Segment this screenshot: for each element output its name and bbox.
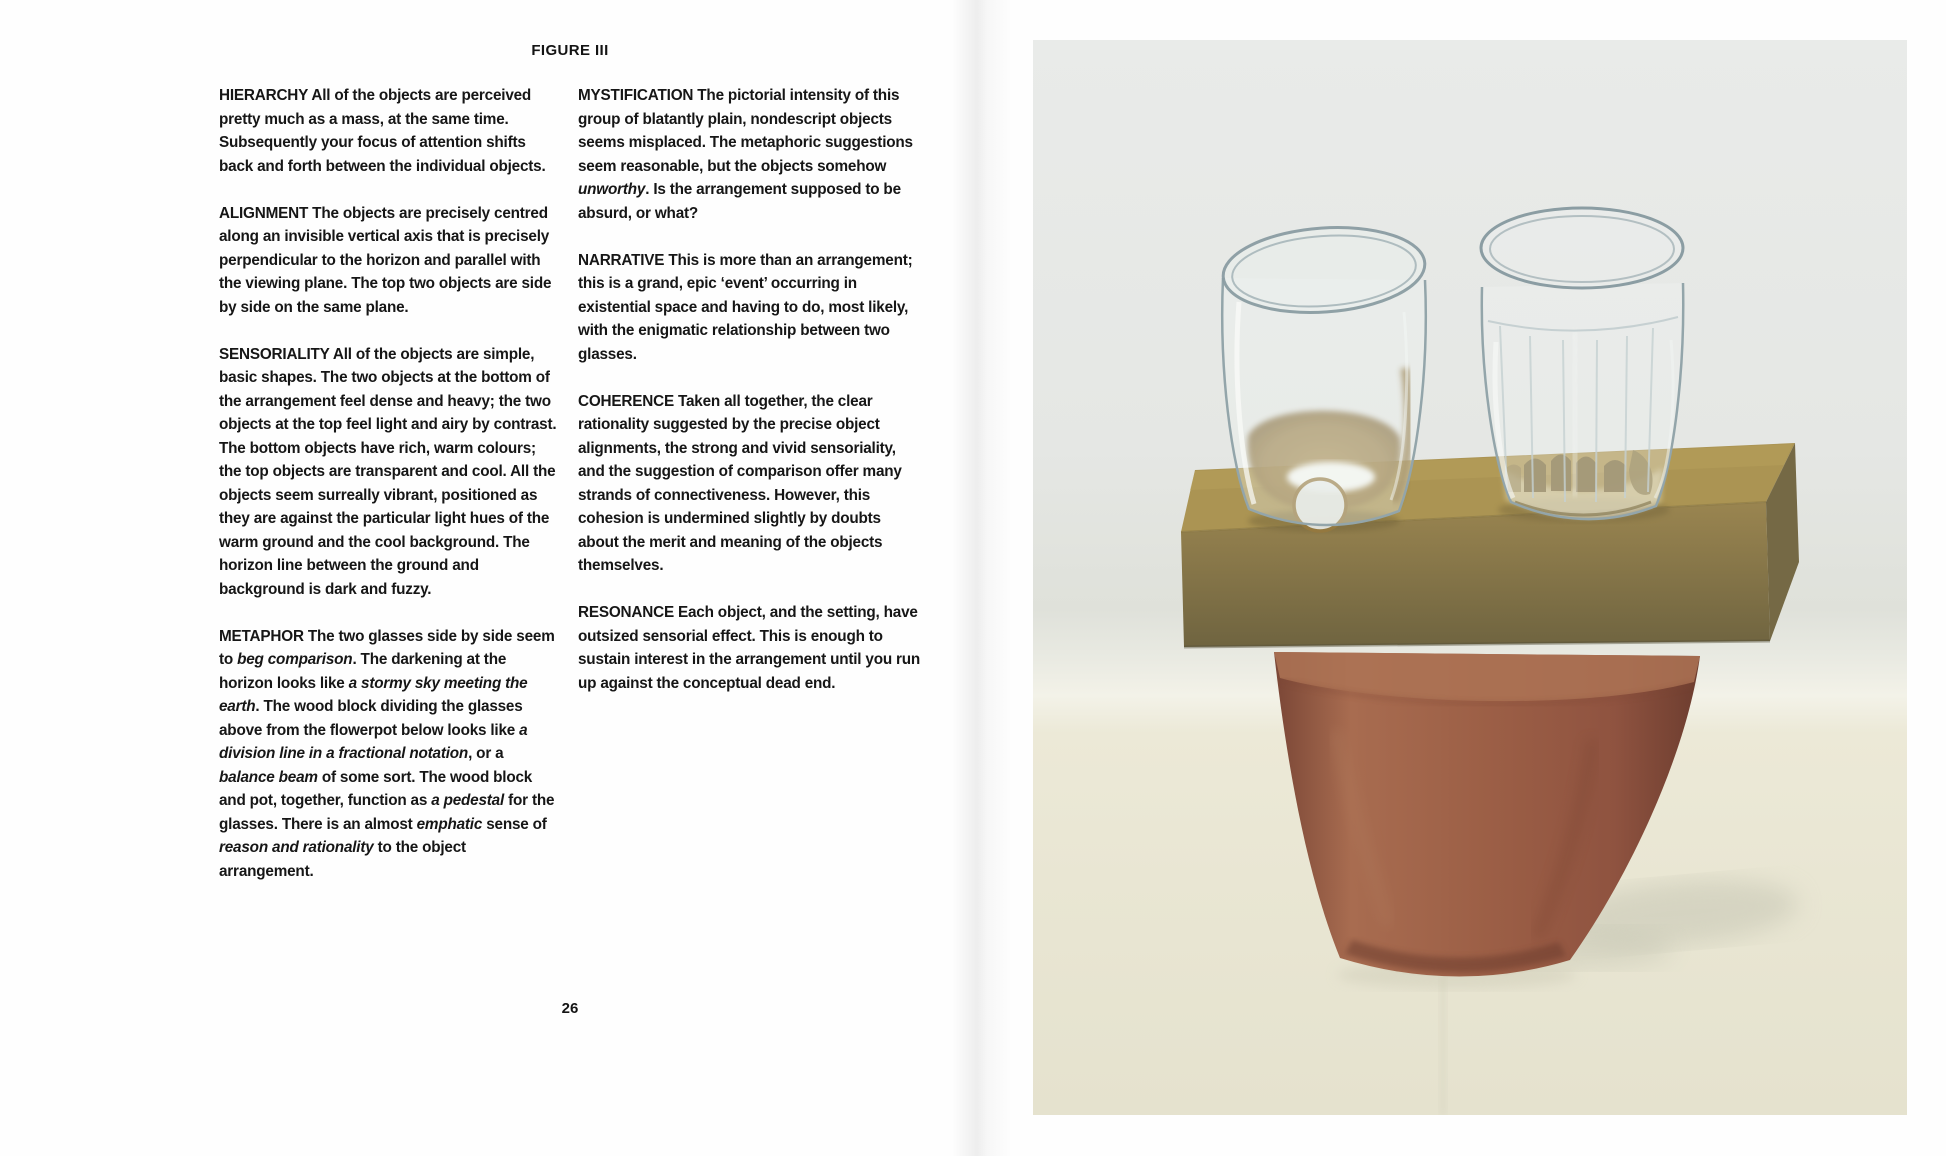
body-paragraph: SENSORIALITY All of the objects are simple, basic shapes. The two objects at the bottom of the arrangement feel dense and heavy; the two objects at the top feel light and airy by contrast. The bottom objects have rich, warm colours; the top objects are transparent and cool. All the objects seem surreally vibrant, positioned as they are against the particular light hues of the warm ground and the cool background. The horizon line between the ground and background is dark and fuzzy. bbox=[219, 345, 557, 598]
figure-caption: FIGURE III bbox=[531, 42, 609, 59]
figure-iii-painting bbox=[1033, 40, 1907, 1115]
page-number: 26 bbox=[561, 1000, 579, 1017]
body-paragraph: ALIGNMENT The objects are precisely centred along an invisible vertical axis that is precisely perpendicular to the horizon and parallel with the viewing plane. The top two objects are side by side on the same plane. bbox=[219, 204, 552, 316]
right-glass-rim bbox=[1481, 208, 1683, 288]
body-paragraph: METAPHOR The two glasses side by side seem to beg comparison. The darkening at the horizon looks like a stormy sky meeting the earth. The wood block dividing the glasses above from the flowerpot below looks like a division line in a fractional notation, or a balance beam of some sort. The wood block and pot, together, function as a pedestal for the glasses. There is an almost emphatic sense of reason and rationality to the object arrangement. bbox=[219, 627, 555, 880]
body-paragraph: MYSTIFICATION The pictorial intensity of this group of blatantly plain, nondescript objects seems misplaced. The metaphoric suggestions seem reasonable, but the objects somehow unworthy. Is the arrangement supposed to be absurd, or what? bbox=[578, 87, 913, 222]
text-column-left bbox=[219, 84, 562, 907]
body-paragraph: NARRATIVE This is more than an arrangement; this is a grand, epic ‘event’ occurring in existential space and having to do, most likely, with the enigmatic relationship between two glasses. bbox=[578, 251, 913, 363]
body-paragraph: COHERENCE Taken all together, the clear rationality suggested by the precise object alignments, the strong and vivid sensoriality, and the suggestion of comparison offer many strands of connectiveness. However, this cohesion is undermined slightly by doubts about the merit and meaning of the objects themselves. bbox=[578, 392, 902, 574]
body-paragraph: HIERARCHY All of the objects are perceived pretty much as a mass, at the same time. Subsequently your focus of attention shifts back and forth between the individual objects. bbox=[219, 87, 546, 175]
text-column-right bbox=[578, 84, 921, 907]
page-gutter bbox=[952, 0, 1012, 1156]
right-glass bbox=[1481, 208, 1683, 519]
body-paragraph: RESONANCE Each object, and the setting, have outsized sensorial effect. This is enough to sustain interest in the arrangement until you run up against the conceptual dead end. bbox=[578, 604, 921, 692]
left-glass bbox=[1220, 221, 1427, 531]
text-block bbox=[219, 84, 921, 907]
